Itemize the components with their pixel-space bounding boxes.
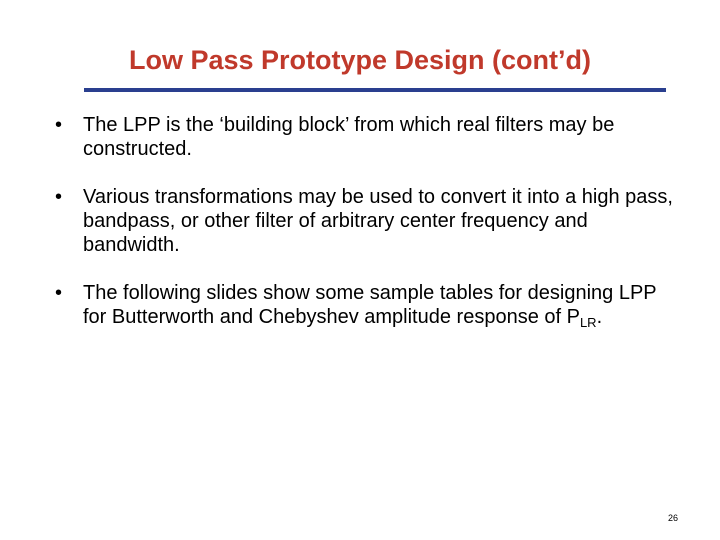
title-underline-rule bbox=[84, 88, 666, 92]
bullet-item bbox=[55, 281, 675, 329]
subscript-lr: LR bbox=[579, 315, 597, 330]
page-number: 26 bbox=[668, 513, 679, 523]
bullet-text: The LPP is the ‘building block’ from which real filters may be constructed. bbox=[83, 114, 615, 160]
bullet-list bbox=[55, 113, 675, 353]
bullet-text-main: The following slides show some sample tables for designing LPP for Butterworth and Chebyshev amplitude response of P bbox=[83, 282, 657, 328]
bullet-text-end: . bbox=[596, 306, 603, 328]
bullet-dot-icon: • bbox=[55, 282, 63, 304]
bullet-item bbox=[55, 113, 675, 161]
slide-title: Low Pass Prototype Design (cont’d) bbox=[128, 45, 592, 75]
bullet-dot-icon: • bbox=[55, 186, 63, 208]
bullet-text bbox=[83, 282, 656, 328]
bullet-item bbox=[55, 185, 675, 257]
bullet-text: Various transformations may be used to convert it into a high pass, bandpass, or other filter of arbitrary center frequency and bandwidth. bbox=[83, 186, 673, 256]
bullet-dot-icon: • bbox=[55, 114, 63, 136]
